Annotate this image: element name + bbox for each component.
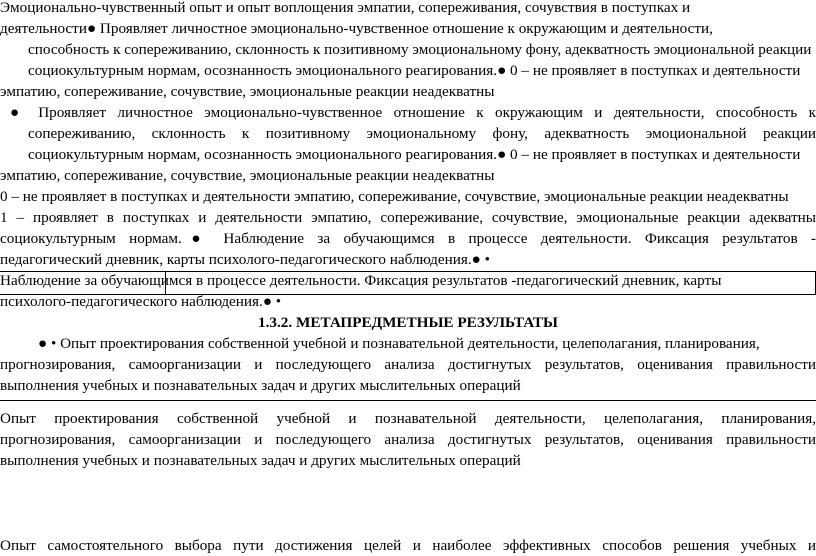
text-line: 1 – проявляет в поступках и деятельности эмпатию, сопереживание, сочувствие, эмоциональные реакции адекватны xyxy=(0,209,816,226)
text-line: Наблюдение за обучающимся в процессе деятельности. Фиксация результатов -педагогический дневник, карты xyxy=(0,272,722,289)
section-heading: 1.3.2. МЕТАПРЕДМЕТНЫЕ РЕЗУЛЬТАТЫ xyxy=(258,314,558,331)
text-line: социокультурным нормам, осознанность эмоционального реагирования.● 0 – не проявляет в поступках и деятельности xyxy=(28,146,801,163)
metasubject-paragraph xyxy=(0,333,816,396)
text-line: Эмоционально-чувственный опыт и опыт воплощения эмпатии, сопереживания, сочувствия в поступках и xyxy=(0,0,691,16)
text-line: выполнения учебных и познавательных задач и других мыслительных операций xyxy=(0,452,521,469)
text-line: эмпатию, сопереживание, сочувствие, эмоциональные реакции неадекватны xyxy=(0,83,495,100)
text-line: психолого-педагогического наблюдения.● • xyxy=(0,293,282,310)
text-line: прогнозирования, самоорганизации и последующего анализа достигнутых результатов, оценивания правильности xyxy=(0,431,816,448)
metasubject-paragraph-2 xyxy=(0,408,816,471)
table-column-divider xyxy=(165,271,166,294)
text-line: сопереживанию, склонность к позитивному эмоциональному фону, адекватность эмоциональной реакции xyxy=(28,125,816,142)
text-line: деятельности● Проявляет личностное эмоционально-чувственное отношение к окружающим и деятельности, xyxy=(0,20,713,37)
text-line: прогнозирования, самоорганизации и последующего анализа достигнутых результатов, оценивания правильности xyxy=(0,356,816,373)
text-line: социокультурным нормам.● Наблюдение за обучающимся в процессе деятельности. Фиксация результатов - xyxy=(0,230,816,247)
table-border xyxy=(0,400,816,401)
text-line: ● Проявляет личностное эмоционально-чувственное отношение к окружающим и деятельности, способность к xyxy=(10,104,816,121)
text-line: Опыт самостоятельного выбора пути достижения целей и наиболее эффективных способов решения учебных и xyxy=(0,537,816,554)
text-line: Опыт проектирования собственной учебной и познавательной деятельности, целеполагания, планирования, xyxy=(0,410,816,427)
text-line: ● • Опыт проектирования собственной учебной и познавательной деятельности, целеполагания, планирования, xyxy=(38,335,760,352)
text-line: социокультурным нормам, осознанность эмоционального реагирования.● 0 – не проявляет в поступках и деятельности xyxy=(28,62,801,79)
text-line: педагогический дневник, карты психолого-педагогического наблюдения.● • xyxy=(0,251,490,268)
metasubject-paragraph-3 xyxy=(0,535,816,556)
text-line: эмпатию, сопереживание, сочувствие, эмоциональные реакции неадекватны xyxy=(0,167,495,184)
table-border-top xyxy=(0,271,816,272)
table-border xyxy=(0,294,816,295)
text-line: способность к сопереживанию, склонность к позитивному эмоциональному фону, адекватность эмоциональной реакции xyxy=(28,41,812,58)
text-line: 0 – не проявляет в поступках и деятельности эмпатию, сопереживание, сочувствие, эмоциональные реакции неадекватны xyxy=(0,188,789,205)
text-line: выполнения учебных и познавательных задач и других мыслительных операций xyxy=(0,377,521,394)
